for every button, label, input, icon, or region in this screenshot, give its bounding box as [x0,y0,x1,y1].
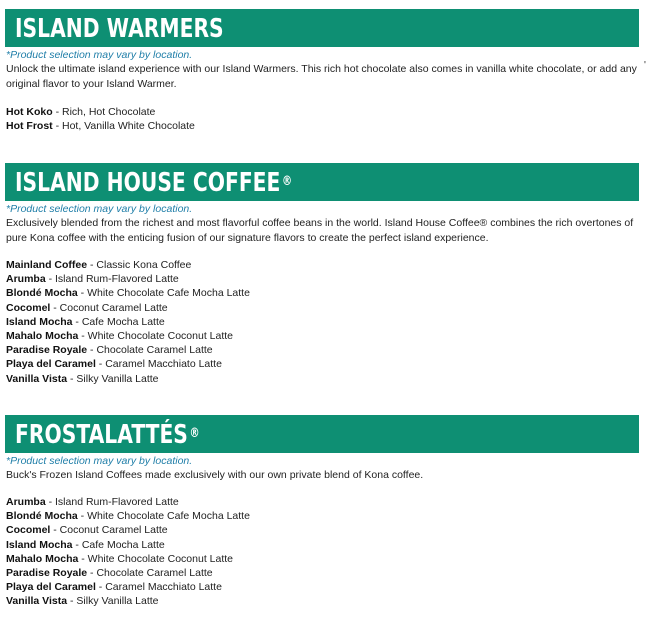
menu-item: Paradise Royale - Chocolate Caramel Latte [6,344,213,357]
availability-note: *Product selection may vary by location. [6,49,193,61]
availability-note: *Product selection may vary by location. [6,203,193,215]
section-title: FROSTALATTÉS ® [15,420,200,450]
menu-item: Playa del Caramel - Caramel Macchiato Latte [6,358,222,371]
menu-item: Island Mocha - Cafe Mocha Latte [6,315,165,328]
section-banner [5,163,639,201]
menu-item: Vanilla Vista - Silky Vanilla Latte [6,595,159,608]
availability-note: *Product selection may vary by location. [6,455,193,467]
menu-item: Blondé Mocha - White Chocolate Cafe Mocha Latte [6,510,250,523]
menu-item: Vanilla Vista - Silky Vanilla Latte [6,372,159,385]
section-island-warmers [5,9,639,133]
menu-item-list [6,105,639,133]
section-banner [5,415,639,453]
section-island-house-coffee [5,163,639,386]
section-description: Buck's Frozen Island Coffees made exclusively with our own private blend of Kona coffee. [6,469,424,481]
section-description: Unlock the ultimate island experience with our Island Warmers. This rich hot chocolate also comes in vanilla white chocolate, or add any original flavor to your Island Warmer. [6,63,637,90]
stray-mark: ' [644,60,646,71]
menu-item: Mainland Coffee - Classic Kona Coffee [6,259,192,271]
menu-item: Mahalo Mocha - White Chocolate Coconut Latte [6,330,234,343]
section-title: ISLAND HOUSE COFFEE ® [15,168,293,198]
menu-item: Blondé Mocha - White Chocolate Cafe Mocha Latte [6,287,250,300]
menu-item: Cocomel - Coconut Caramel Latte [6,524,168,537]
menu-item-list [6,258,639,386]
menu-item: Playa del Caramel - Caramel Macchiato Latte [6,581,222,594]
menu-item-list [6,495,639,609]
section-frostalattes [5,415,639,609]
menu-item: Hot Frost - Hot, Vanilla White Chocolate [6,120,195,133]
menu-item: Arumba - Island Rum-Flavored Latte [6,273,179,286]
menu-item: Hot Koko - Rich, Hot Chocolate [6,106,156,118]
menu-item: Mahalo Mocha - White Chocolate Coconut Latte [6,552,234,565]
menu-item: Cocomel - Coconut Caramel Latte [6,301,168,314]
section-title: ISLAND WARMERS [15,14,224,44]
menu-item: Arumba - Island Rum-Flavored Latte [6,496,179,508]
menu-item: Island Mocha - Cafe Mocha Latte [6,538,165,551]
section-description: Exclusively blended from the richest and most flavorful coffee beans in the world. Island House Coffee® combines the rich overtones of pure Kona coffee with the enticing fusion of our signature flavors to create the perfect island experience. [6,217,634,244]
menu-item: Paradise Royale - Chocolate Caramel Latte [6,567,213,580]
section-banner [5,9,639,47]
